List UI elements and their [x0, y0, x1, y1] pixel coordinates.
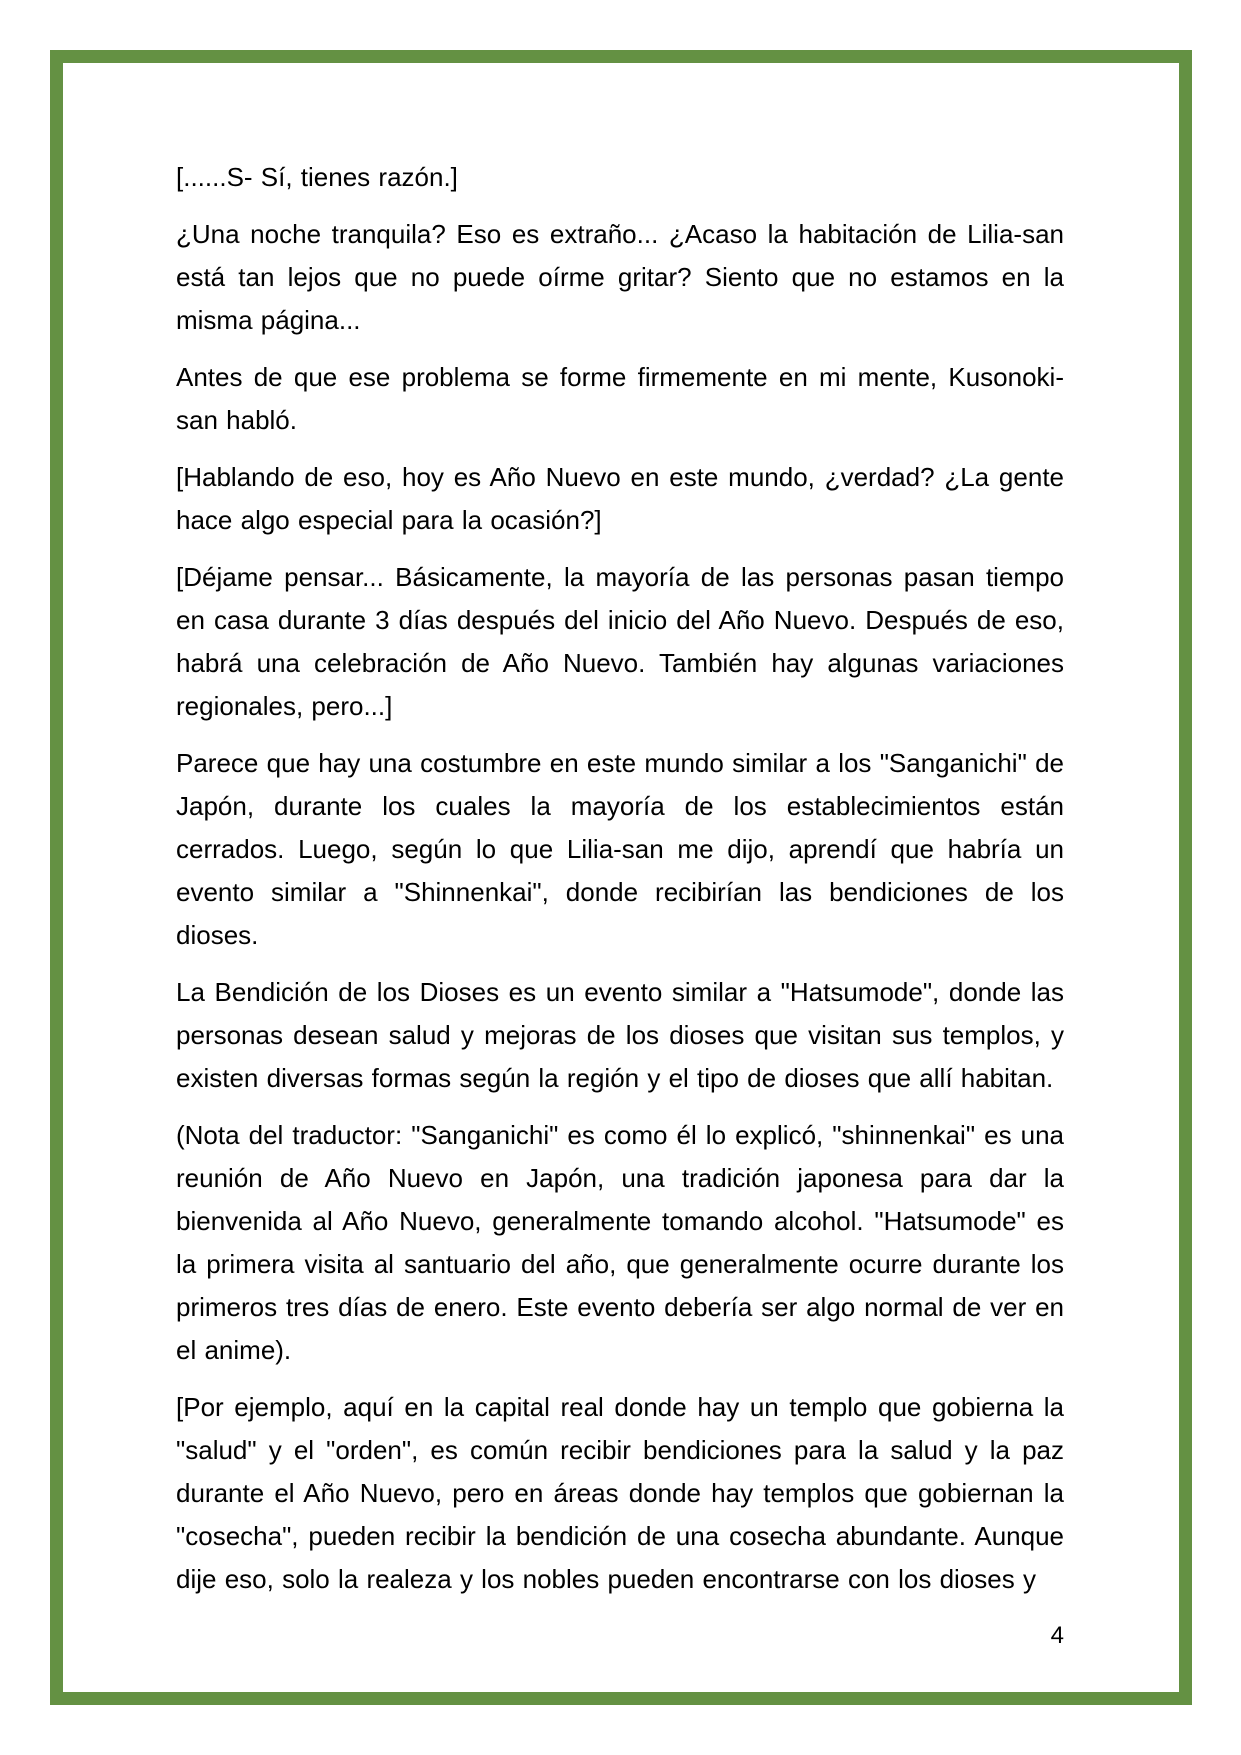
paragraph: La Bendición de los Dioses es un evento similar a "Hatsumode", donde las personas desean salud y mejoras de los dioses que visitan sus templos, y existen diversas formas según la región y el tipo de dioses que allí habitan. — [176, 977, 1064, 1093]
paragraph: Parece que hay una costumbre en este mundo similar a los "Sanganichi" de Japón, durante los cuales la mayoría de los establecimientos están cerrados. Luego, según lo que Lilia-san me dijo, aprendí que habría un evento similar a "Shinnenkai", donde recibirían las bendiciones de los dioses. — [176, 748, 1064, 950]
paragraph: [Déjame pensar... Básicamente, la mayoría de las personas pasan tiempo en casa durante 3 días después del inicio del Año Nuevo. Después de eso, habrá una celebración de Año Nuevo. También hay algunas variaciones regionales, pero...] — [176, 562, 1064, 721]
paragraph: [Por ejemplo, aquí en la capital real donde hay un templo que gobierna la "salud" y el "orden", es común recibir bendiciones para la salud y la paz durante el Año Nuevo, pero en áreas donde hay templos que gobiernan la "cosecha", pueden recibir la bendición de una cosecha abundante. Aunque dije eso, solo la realeza y los nobles pueden encontrarse con los dioses y — [176, 1392, 1064, 1594]
page-number: 4 — [1050, 1622, 1064, 1649]
paragraph: [......S- Sí, tienes razón.] — [176, 162, 458, 192]
paragraph: (Nota del traductor: "Sanganichi" es como él lo explicó, "shinnenkai" es una reunión de Año Nuevo en Japón, una tradición japonesa para dar la bienvenida al Año Nuevo, generalmente tomando alcohol. "Hatsumode" es la primera visita al santuario del año, que generalmente ocurre durante los primeros tres días de enero. Este evento debería ser algo normal de ver en el anime). — [176, 1120, 1064, 1365]
paragraph: Antes de que ese problema se forme firmemente en mi mente, Kusonoki-san habló. — [176, 362, 1064, 435]
document-body-text — [176, 156, 1064, 1615]
paragraph: ¿Una noche tranquila? Eso es extraño... ¿Acaso la habitación de Lilia-san está tan lejos que no puede oírme gritar? Siento que no estamos en la misma página... — [176, 219, 1064, 335]
page-border-frame — [50, 50, 1192, 1705]
paragraph: [Hablando de eso, hoy es Año Nuevo en este mundo, ¿verdad? ¿La gente hace algo especial para la ocasión?] — [176, 462, 1064, 535]
